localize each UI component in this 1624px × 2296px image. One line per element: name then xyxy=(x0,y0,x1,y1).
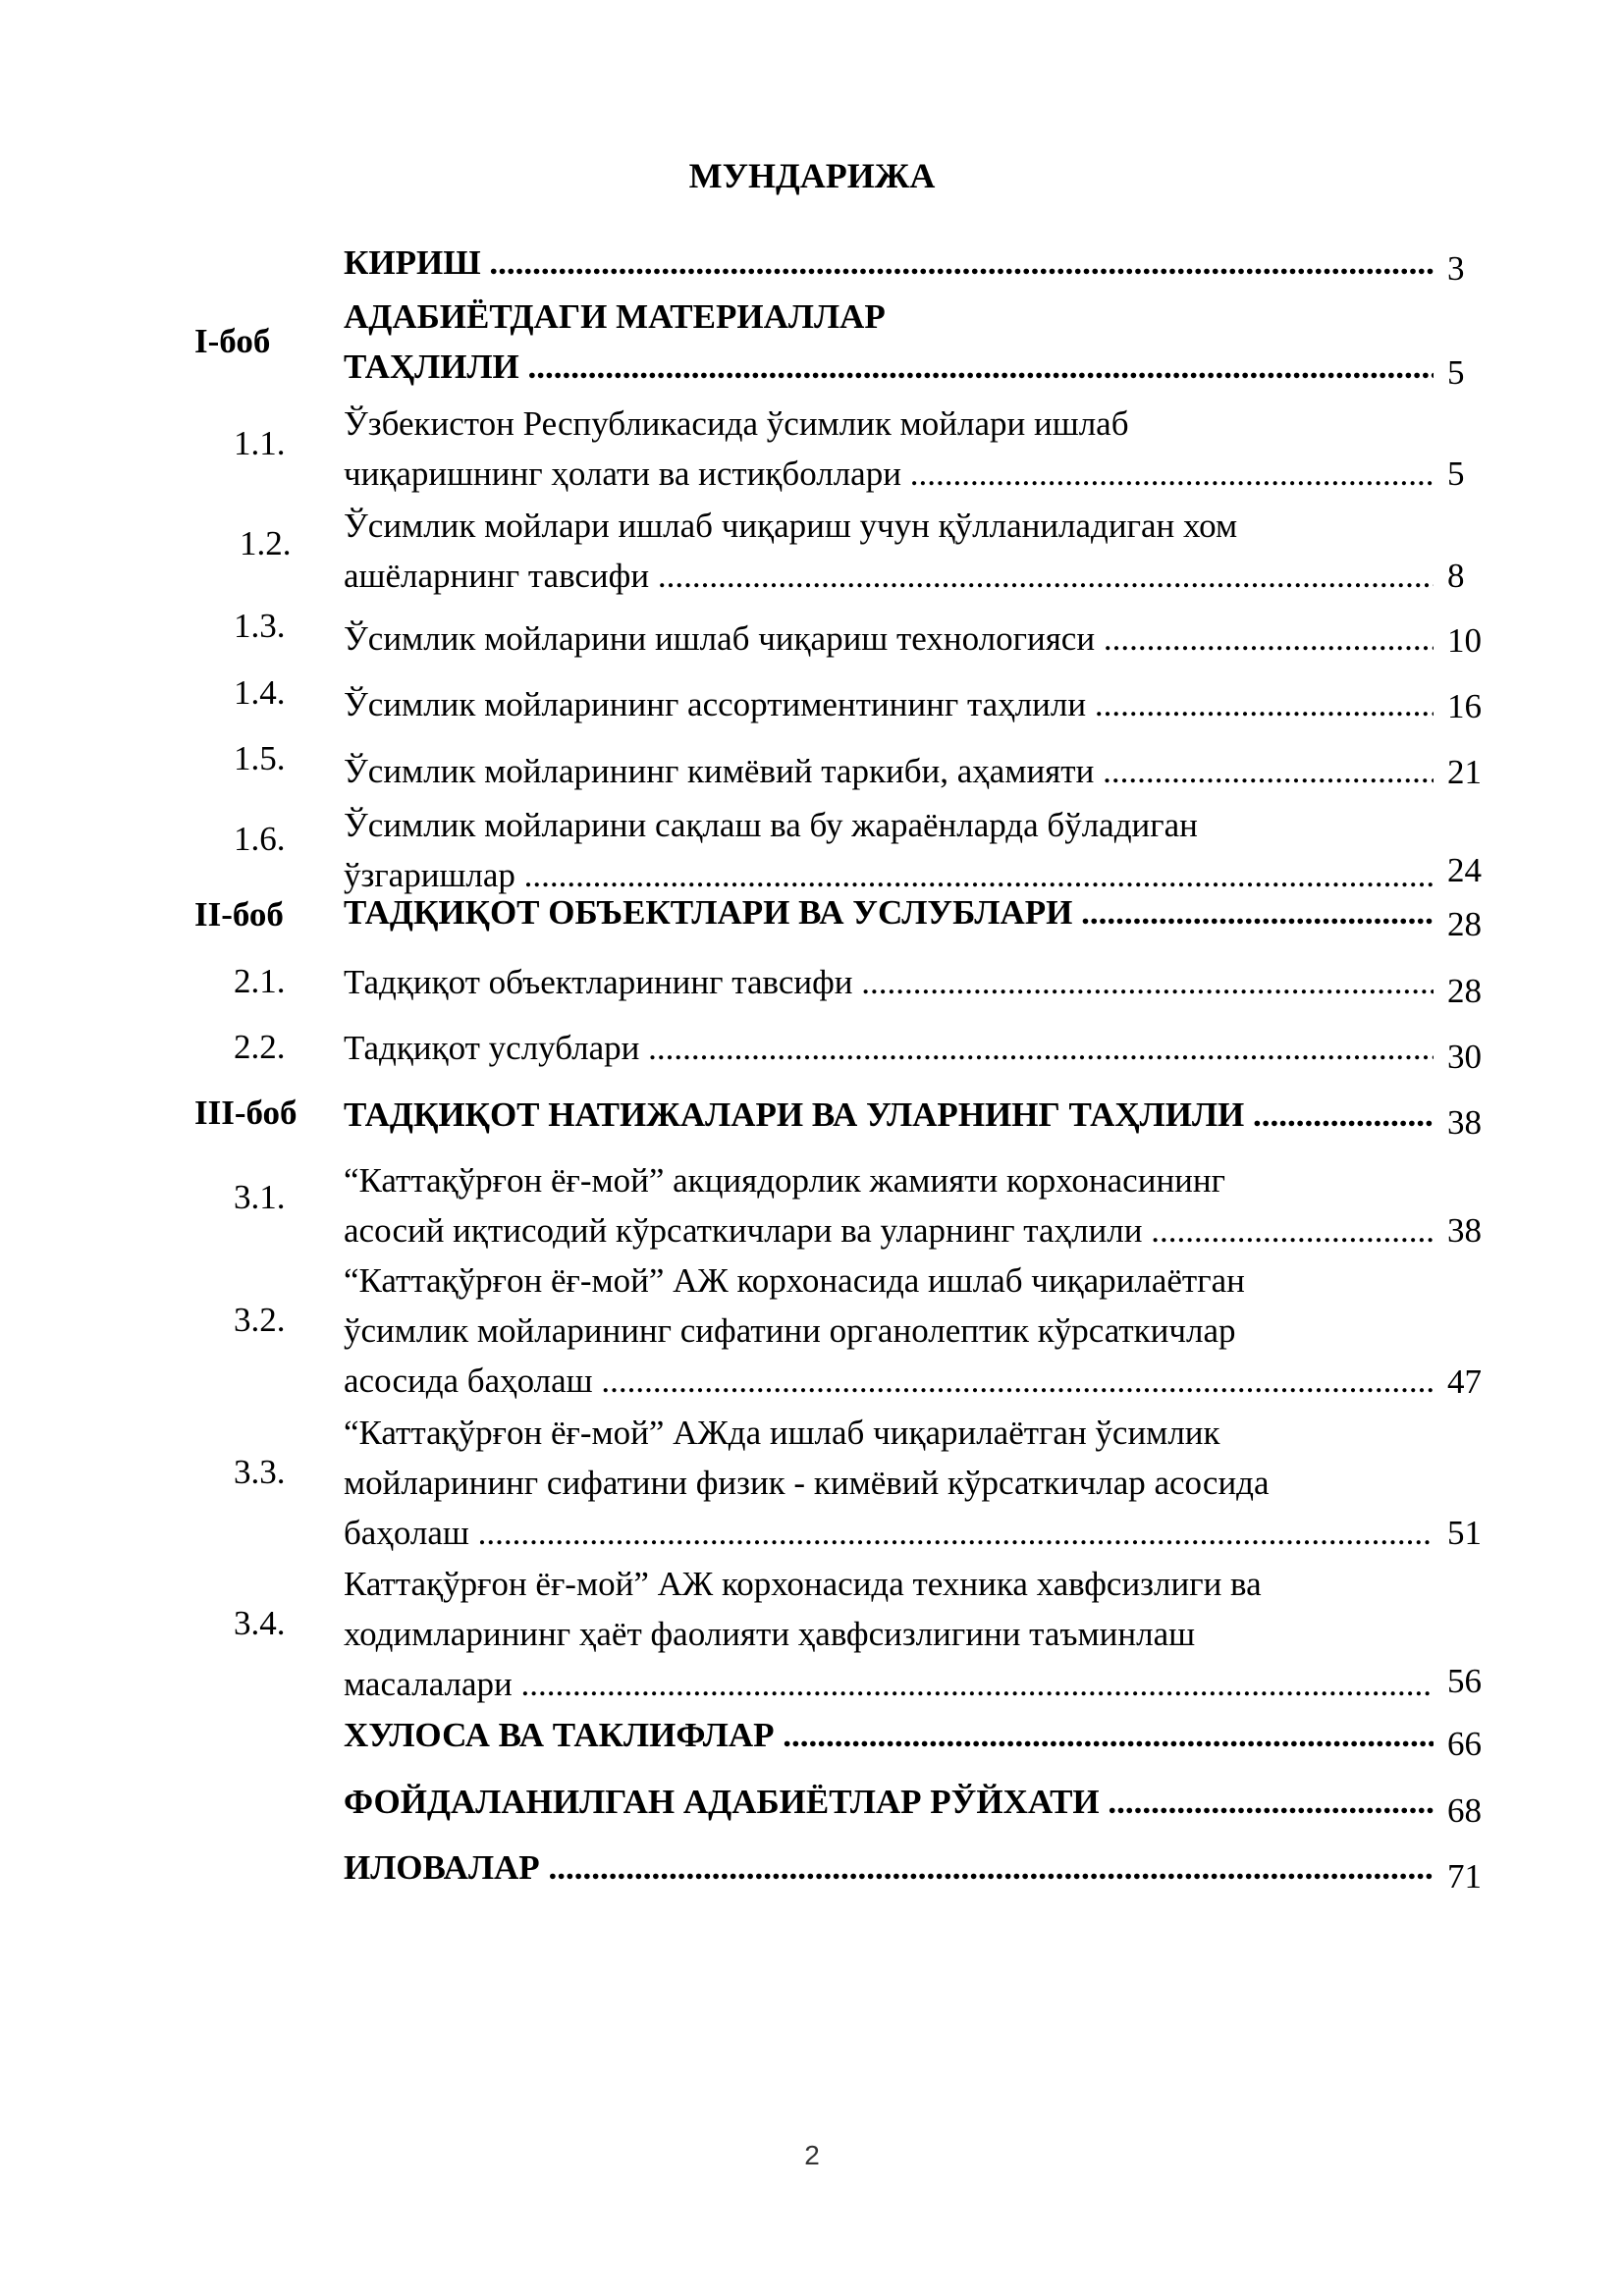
toc-entry-line: ФОЙДАЛАНИЛГАН АДАБИЁТЛАР РЎЙХАТИ ..... xyxy=(344,1777,1434,1827)
toc-entry-line: Тадқиқот услублари ..... xyxy=(344,1023,1434,1073)
toc-entry-line: Ўсимлик мойларининг ассортиментининг таҳлили ..... xyxy=(344,679,1434,729)
toc-entry-number: 1.5. xyxy=(234,739,286,777)
toc-entry-page: 28 xyxy=(1447,905,1482,943)
toc-entry-text xyxy=(344,1777,1434,1827)
toc-entry-line: ўзгаришлар ..... xyxy=(344,850,1434,900)
toc-entry-number: II-боб xyxy=(194,895,284,934)
toc-entry-page: 71 xyxy=(1447,1857,1482,1896)
toc-entry-number: III-боб xyxy=(194,1094,298,1132)
toc-entry-line: Ўсимлик мойлари ишлаб чиқариш учун қўлланиладиган хом xyxy=(344,507,1238,545)
toc-entry-page: 21 xyxy=(1447,753,1482,791)
toc-entry-page: 10 xyxy=(1447,621,1482,660)
toc-entry-text xyxy=(344,957,1434,1007)
toc-entry-number: 3.4. xyxy=(234,1604,286,1642)
toc-entry-number: 1.3. xyxy=(234,607,286,645)
toc-entry-text xyxy=(344,1842,1434,1893)
toc-title: МУНДАРИЖА xyxy=(688,156,936,195)
toc-entry-line: КИРИШ ..... xyxy=(344,238,1434,288)
toc-entry-line: Тадқиқот объектларининг тавсифи ..... xyxy=(344,957,1434,1007)
toc-entry-page: 24 xyxy=(1447,851,1482,889)
toc-entry-text xyxy=(344,292,1434,392)
toc-entry-text xyxy=(344,800,1434,900)
toc-entry-page: 68 xyxy=(1447,1791,1482,1830)
toc-entry-text xyxy=(344,1408,1434,1558)
toc-entry-text xyxy=(344,1023,1434,1073)
toc-entry-line: баҳолаш ..... xyxy=(344,1508,1434,1558)
toc-entry-line: “Каттақўрғон ёғ-мой” акциядорлик жамияти корхонасининг xyxy=(344,1161,1225,1200)
toc-entry-number: 1.4. xyxy=(234,673,286,712)
toc-entry-text xyxy=(344,614,1434,664)
toc-entry-text xyxy=(344,1710,1434,1760)
page-number: 2 xyxy=(804,2140,820,2170)
toc-entry-line: ХУЛОСА ВА ТАКЛИФЛАР ..... xyxy=(344,1710,1434,1760)
toc-entry-line: асосида баҳолаш ..... xyxy=(344,1356,1434,1406)
toc-entry-page: 38 xyxy=(1447,1211,1482,1250)
toc-entry-page: 51 xyxy=(1447,1514,1482,1552)
toc-entry-text xyxy=(344,746,1434,796)
toc-entry-line: Ўсимлик мойларини сақлаш ва бу жараёнларда бўладиган xyxy=(344,806,1198,844)
toc-entry-number: 3.3. xyxy=(234,1453,286,1491)
toc-entry-number: I-боб xyxy=(194,322,271,360)
toc-entry-line: чиқаришнинг ҳолати ва истиқболлари ..... xyxy=(344,449,1434,499)
toc-entry-text xyxy=(344,1155,1434,1255)
toc-entry-line: Ўзбекистон Республикасида ўсимлик мойлари ишлаб xyxy=(344,404,1129,443)
toc-entry-line: ТАДҚИҚОТ НАТИЖАЛАРИ ВА УЛАРНИНГ ТАҲЛИЛИ ..... xyxy=(344,1090,1434,1140)
toc-entry-text xyxy=(344,399,1434,499)
toc-entry-text xyxy=(344,501,1434,601)
toc-entry-text xyxy=(344,238,1434,288)
toc-entry-line: масалалари ..... xyxy=(344,1659,1434,1709)
toc-entry-text xyxy=(344,679,1434,729)
toc-entry-text xyxy=(344,1559,1434,1709)
toc-entry-page: 38 xyxy=(1447,1103,1482,1142)
toc-entry-page: 5 xyxy=(1447,454,1465,493)
toc-entry-number: 3.1. xyxy=(234,1178,286,1216)
toc-entry-line: ўсимлик мойларининг сифатини органолептик кўрсаткичлар xyxy=(344,1311,1236,1350)
toc-entry-page: 66 xyxy=(1447,1725,1482,1763)
toc-entry-line: Ўсимлик мойларини ишлаб чиқариш технологияси ..... xyxy=(344,614,1434,664)
toc-entry-page: 8 xyxy=(1447,557,1465,595)
toc-entry-page: 3 xyxy=(1447,249,1465,288)
toc-entry-number: 2.2. xyxy=(234,1028,286,1066)
toc-entry-page: 5 xyxy=(1447,353,1465,392)
toc-entry-page: 30 xyxy=(1447,1038,1482,1076)
toc-entry-number: 1.2. xyxy=(240,524,292,562)
toc-entry-text xyxy=(344,887,1434,937)
toc-entry-page: 28 xyxy=(1447,972,1482,1010)
toc-entry-number: 1.6. xyxy=(234,820,286,858)
toc-entry-page: 47 xyxy=(1447,1362,1482,1401)
toc-entry-line: ТАҲЛИЛИ ..... xyxy=(344,342,1434,392)
toc-entry-line: АДАБИЁТДАГИ МАТЕРИАЛЛАР xyxy=(344,297,886,336)
toc-entry-number: 1.1. xyxy=(234,424,286,462)
toc-entry-text xyxy=(344,1090,1434,1140)
toc-entry-line: “Каттақўрғон ёғ-мой” АЖда ишлаб чиқарилаётган ўсимлик xyxy=(344,1414,1220,1452)
toc-entry-line: ИЛОВАЛАР ..... xyxy=(344,1842,1434,1893)
toc-entry-number: 2.1. xyxy=(234,962,286,1000)
toc-entry-line: ТАДҚИҚОТ ОБЪЕКТЛАРИ ВА УСЛУБЛАРИ ..... xyxy=(344,887,1434,937)
toc-entry-line: мойларининг сифатини физик - кимёвий кўрсаткичлар асосида xyxy=(344,1464,1270,1502)
toc-entry-line: ходимларининг ҳаёт фаолияти ҳавфсизлигини таъминлаш xyxy=(344,1615,1196,1653)
toc-entry-number: 3.2. xyxy=(234,1301,286,1339)
toc-entry-line: “Каттақўрғон ёғ-мой” АЖ корхонасида ишлаб чиқарилаётган xyxy=(344,1261,1245,1300)
toc-entry-line: Ўсимлик мойларининг кимёвий таркиби, аҳамияти ..... xyxy=(344,746,1434,796)
toc-entry-line: ашёларнинг тавсифи ..... xyxy=(344,551,1434,601)
toc-entry-line: асосий иқтисодий кўрсаткичлари ва уларнинг таҳлили ..... xyxy=(344,1205,1434,1255)
toc-entry-page: 56 xyxy=(1447,1662,1482,1700)
toc-entry-line: Каттақўрғон ёғ-мой” АЖ корхонасида техника хавфсизлиги ва xyxy=(344,1565,1262,1603)
toc-entry-page: 16 xyxy=(1447,687,1482,725)
toc-entry-text xyxy=(344,1255,1434,1406)
